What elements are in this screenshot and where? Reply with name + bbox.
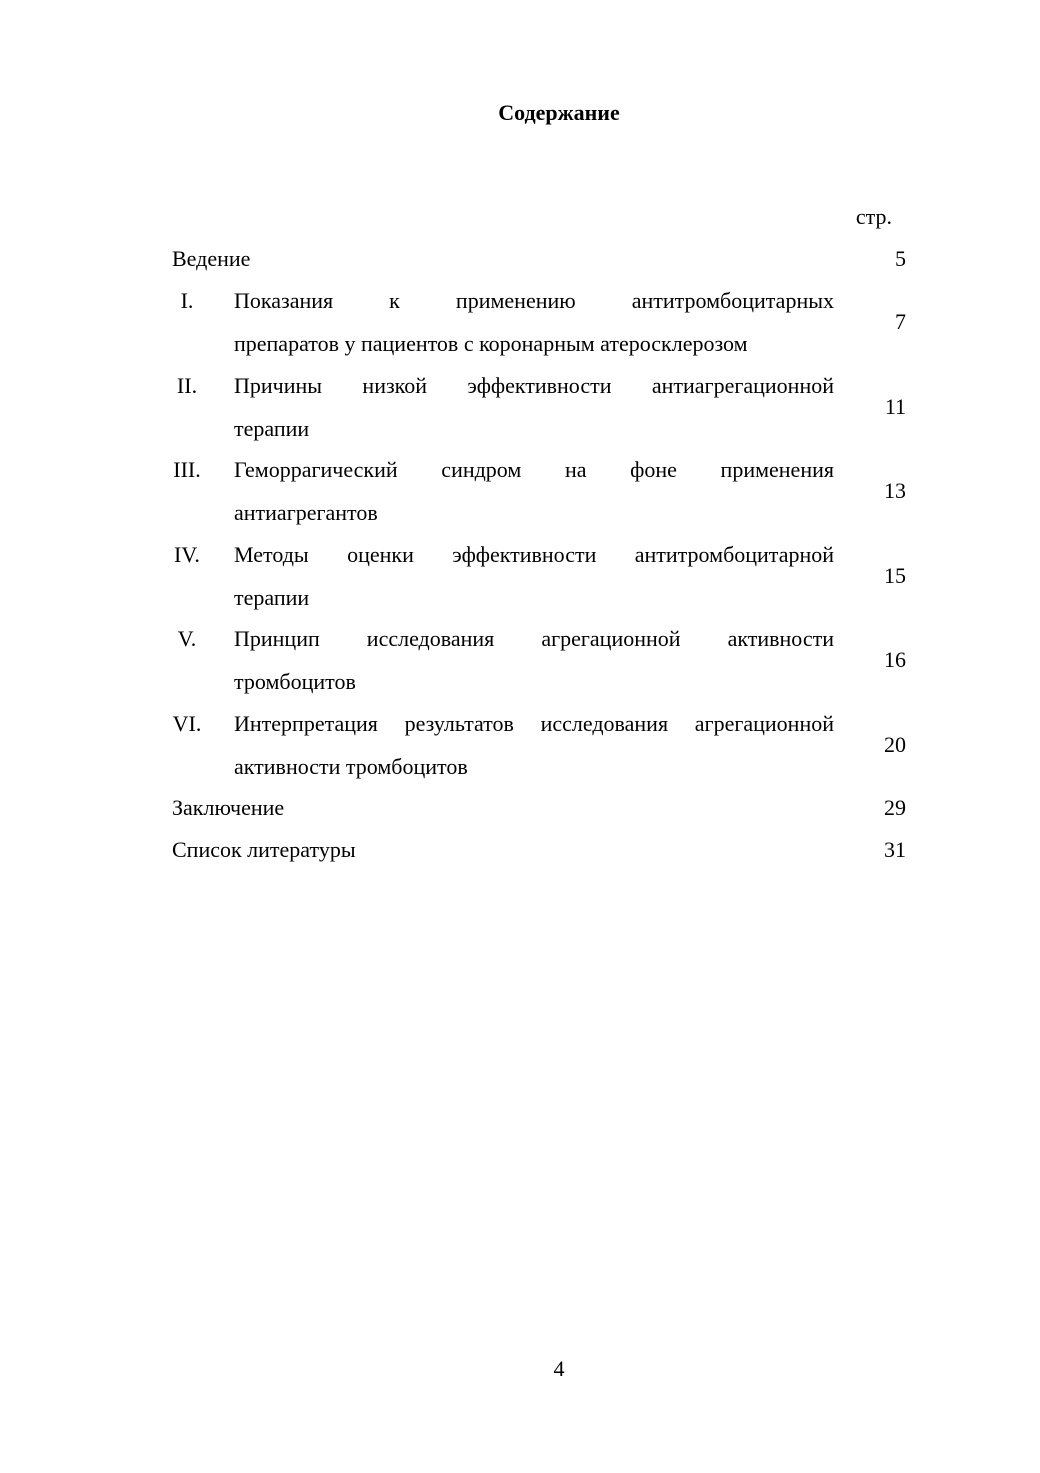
toc-section-page: 11 [884,394,906,419]
toc-intro-page: 5 [895,246,906,271]
toc-section-title-line1: Принцип исследования агрегационной активности [234,626,834,651]
toc-section-title [234,280,834,365]
toc-section-title-line1: Показания к применению антитромбоцитарных [234,288,834,313]
toc-section-title-line1: Методы оценки эффективности антитромбоцитарной [234,542,834,567]
toc-section-number: IV. [174,542,200,567]
toc-section-number: V. [177,626,197,651]
toc-section-title-line2: терапии [234,584,310,610]
toc-conclusion-label: Заключение [172,795,285,820]
page-column-header: стр. [855,204,892,229]
toc-section-page: 15 [884,563,906,588]
toc-section-title [234,365,834,450]
toc-section-title [234,618,834,703]
toc-conclusion-page: 29 [884,795,906,820]
toc-section-page: 16 [884,647,906,672]
toc-section-title-line1: Геморрагический синдром на фоне применения [234,457,834,482]
toc-section-title-line2: тромбоцитов [234,668,356,694]
toc-section-number: VI. [172,711,202,736]
toc-section-title [234,703,834,788]
toc-section-page: 7 [895,309,906,334]
toc-section-title-line1: Интерпретация результатов исследования агрегационной [234,711,834,736]
toc-section-number: II. [176,373,198,398]
toc-references-page: 31 [884,837,906,862]
toc-section-number: I. [180,288,194,313]
toc-section-page: 13 [884,478,906,503]
page-title: Содержание [498,100,620,125]
toc-section-page: 20 [884,732,906,757]
toc-section-title [234,534,834,619]
toc-section-title-line2: активности тромбоцитов [234,753,468,779]
toc-section-number: III. [173,457,201,482]
toc-section-title [234,449,834,534]
toc-section-title-line1: Причины низкой эффективности антиагрегационной [234,373,834,398]
toc-section-title-line2: терапии [234,415,310,441]
toc-section-title-line2: препаратов у пациентов с коронарным атеросклерозом [234,330,748,356]
page-number: 4 [553,1356,565,1381]
toc-references-label: Список литературы [172,837,356,862]
toc-intro-label: Ведение [172,246,251,271]
toc-section-title-line2: антиагрегантов [234,499,378,525]
